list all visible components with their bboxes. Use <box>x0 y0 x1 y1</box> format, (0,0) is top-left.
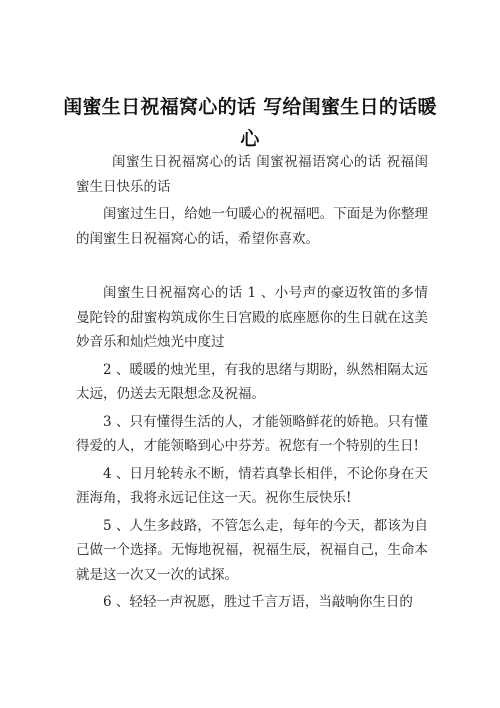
document-body <box>76 150 428 615</box>
paragraph-intro: 闺蜜过生日，给她一句暖心的祝福吧。下面是为你整理的闺蜜生日祝福窝心的话，希望你喜欢。 <box>76 206 428 247</box>
document-title: 闺蜜生日祝福窝心的话 写给闺蜜生日的话暖心 <box>63 95 437 150</box>
paragraph-wish-4: 4 、日月轮转永不断，情若真挚长相伴，不论你身在天涯海角，我将永远记住这一天。祝你生辰快乐! <box>76 465 428 506</box>
paragraph-wish-5: 5 、人生多歧路，不管怎么走，每年的今天，都该为自己做一个选择。无悔地祝福，祝福生辰，祝福自己，生命本就是这一次又一次的试探。 <box>76 517 428 583</box>
paragraph-subtitle: 闺蜜生日祝福窝心的话 闺蜜祝福语窝心的话 祝福闺蜜生日快乐的话 <box>76 154 428 195</box>
paragraph-wish-6: 6 、轻轻一声祝愿，胜过千言万语，当敲响你生日的 <box>103 594 413 610</box>
paragraph-wish-1: 闺蜜生日祝福窝心的话 1 、小号声的豪迈牧笛的多情曼陀铃的甜蜜构筑成你生日宫殿的底座愿你的生日就在这美妙音乐和灿烂烛光中度过 <box>76 285 428 350</box>
paragraph-wish-3: 3 、只有懂得生活的人，才能领略鲜花的娇艳。只有懂得爱的人，才能领略到心中芬芳。祝您有一个特别的生日! <box>76 413 428 454</box>
paragraph-wish-2: 2 、暖暖的烛光里，有我的思绪与期盼，纵然相隔太远太远，仍送去无限想念及祝福。 <box>76 361 428 402</box>
